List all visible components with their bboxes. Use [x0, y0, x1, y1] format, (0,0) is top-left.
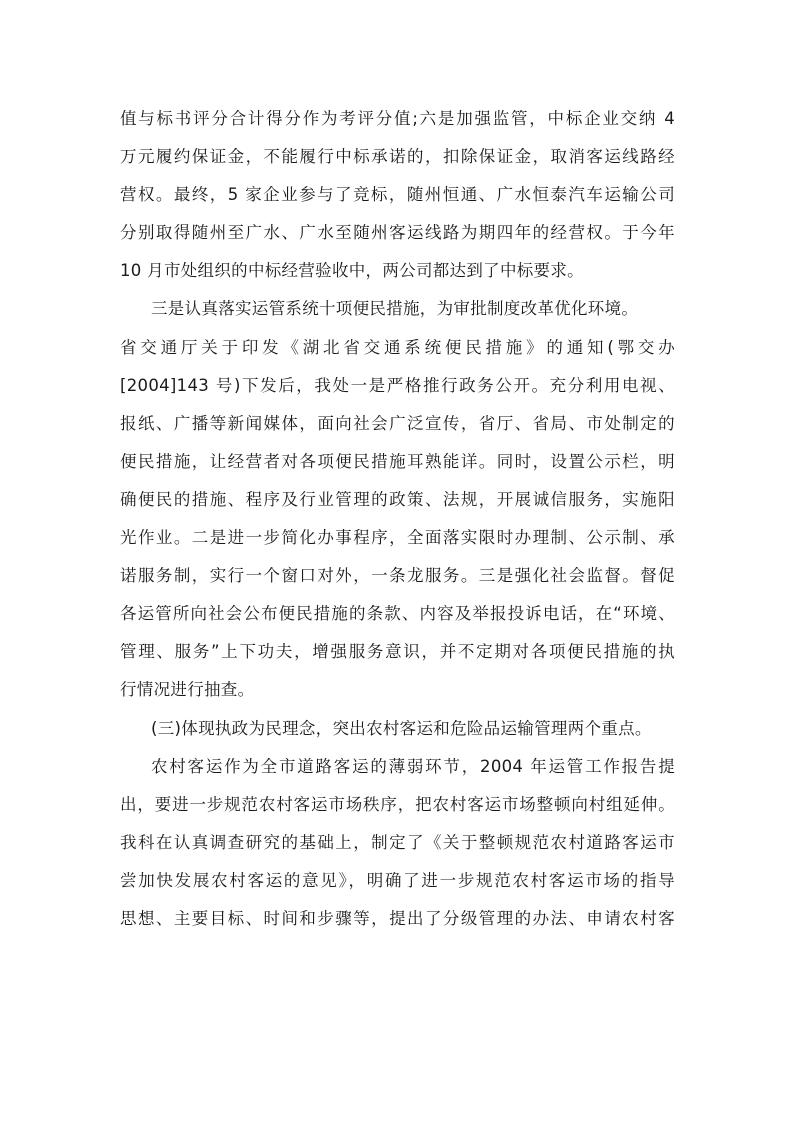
text-line: 诺服务制，实行一个窗口对外，一条龙服务。三是强化社会监督。督促 [120, 566, 675, 586]
body-text [120, 100, 675, 938]
text-line: [2004]143 号)下发后，我处一是严格推行政务公开。充分利用电视、 [120, 375, 675, 395]
text-line: 思想、主要目标、时间和步骤等，提出了分级管理的办法、申请农村客 [120, 908, 675, 928]
text-line: 确便民的措施、程序及行业管理的政策、法规，开展诚信服务，实施阳 [120, 489, 675, 509]
text-line: 出，要进一步规范农村客运市场秩序，把农村客运市场整顿向村组延伸。 [120, 794, 675, 814]
text-line: 尝加快发展农村客运的意见》，明确了进一步规范农村客运市场的指导 [120, 870, 675, 890]
paragraph-start-line: 三是认真落实运管系统十项便民措施，为审批制度改革优化环境。 [151, 299, 639, 319]
text-line: 省交通厅关于印发《湖北省交通系统便民措施》的通知(鄂交办 [120, 337, 675, 357]
text-line: 行情况进行抽查。 [120, 680, 255, 700]
text-line: 万元履约保证金，不能履行中标承诺的，扣除保证金，取消客运线路经 [120, 147, 675, 167]
text-line: 值与标书评分合计得分作为考评分值;六是加强监管，中标企业交纳 4 [120, 109, 675, 128]
text-line: 报纸、广播等新闻媒体，面向社会广泛宣传，省厅、省局、市处制定的 [120, 413, 675, 433]
text-line: 10 月市处组织的中标经营验收中，两公司都达到了中标要求。 [120, 261, 584, 281]
text-line: 我科在认真调查研究的基础上，制定了《关于整顿规范农村道路客运市 [120, 832, 675, 852]
text-line: 光作业。二是进一步简化办事程序，全面落实限时办理制、公示制、承 [120, 528, 675, 548]
text-line: 便民措施，让经营者对各项便民措施耳熟能详。同时，设置公示栏，明 [120, 451, 675, 471]
text-line: 分别取得随州至广水、广水至随州客运线路为期四年的经营权。于今年 [120, 223, 675, 243]
text-line: 营权。最终，5 家企业参与了竞标，随州恒通、广水恒泰汽车运输公司 [120, 185, 675, 205]
text-line: 管理、服务”上下功夫，增强服务意识，并不定期对各项便民措施的执 [120, 642, 675, 662]
paragraph-start-line: 农村客运作为全市道路客运的薄弱环节，2004 年运管工作报告提 [151, 756, 675, 776]
section-heading: (三)体现执政为民理念，突出农村客运和危险品运输管理两个重点。 [151, 718, 652, 738]
text-line: 各运管所向社会公布便民措施的条款、内容及举报投诉电话，在“环境、 [120, 604, 675, 624]
